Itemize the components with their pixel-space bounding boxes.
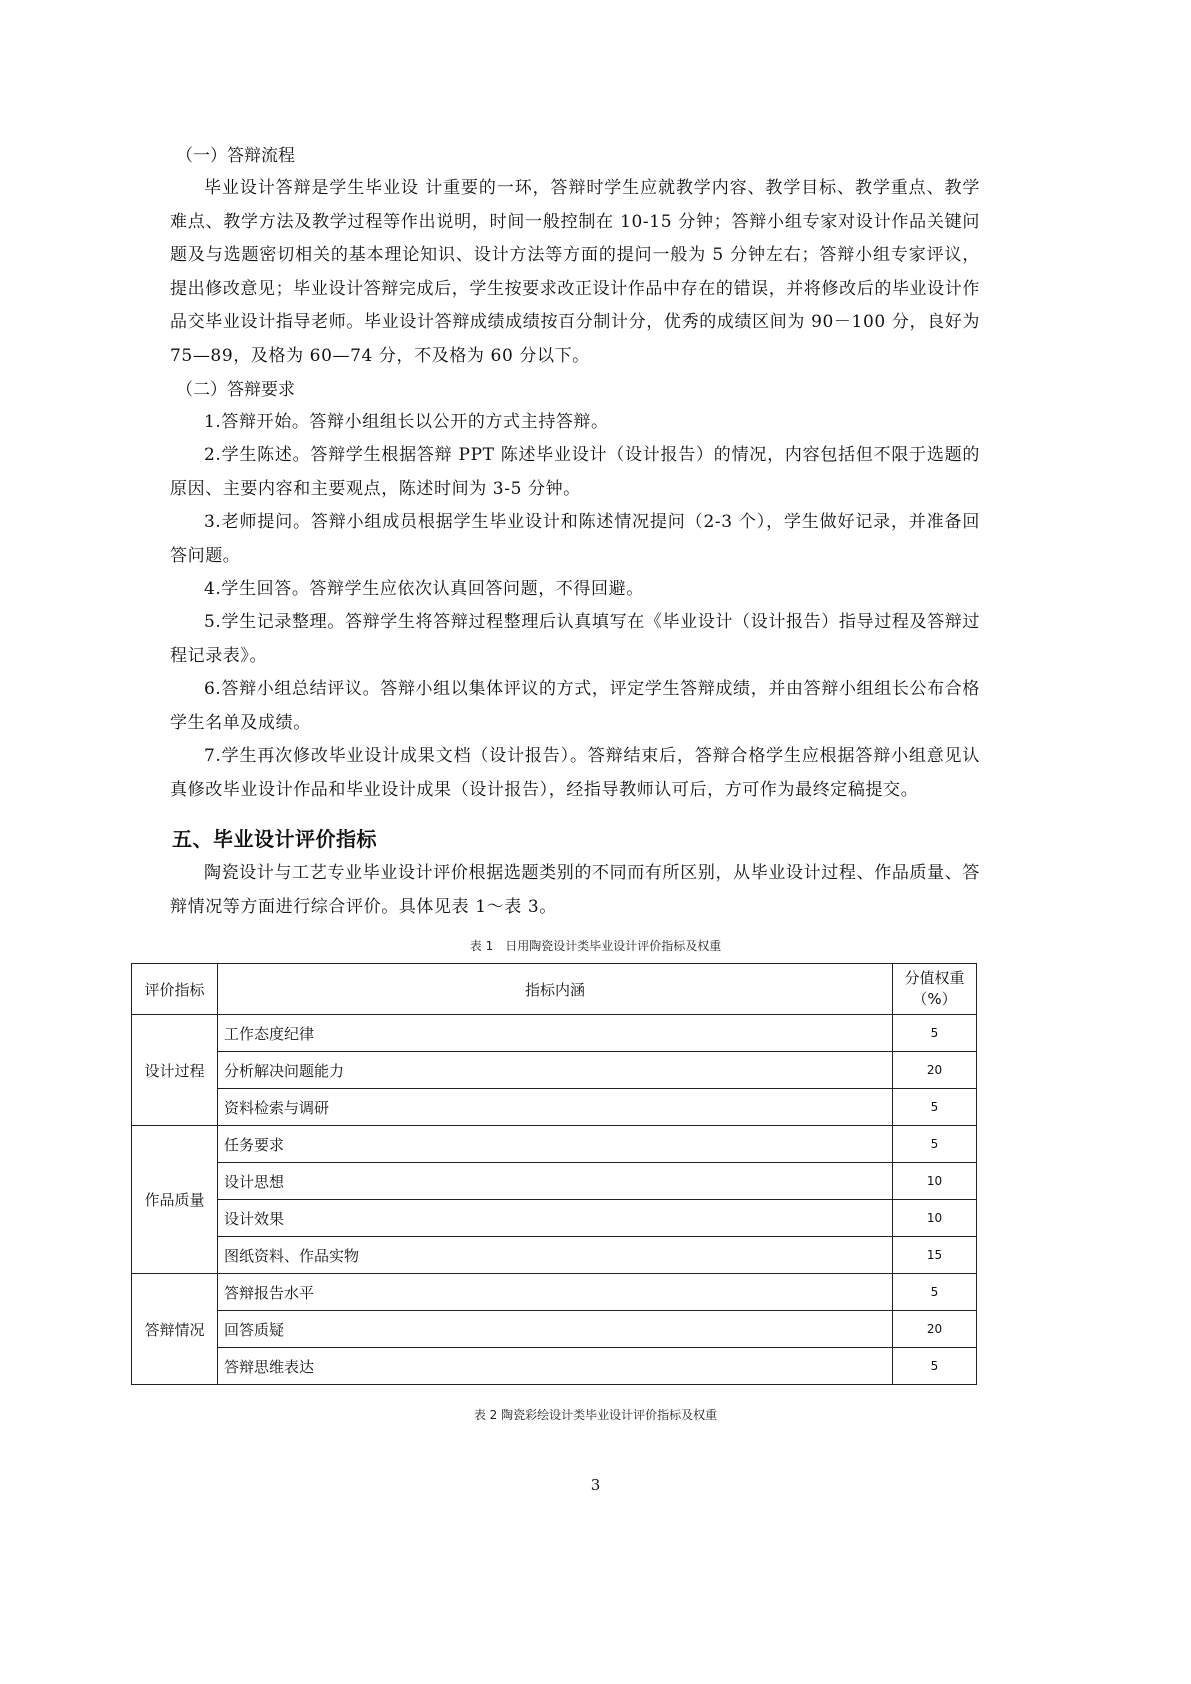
- item-cell: 资料检索与调研: [218, 1089, 893, 1126]
- weight-cell: 20: [893, 1052, 977, 1089]
- table-header-row: [132, 964, 977, 1015]
- item-cell: 任务要求: [218, 1126, 893, 1163]
- header-weight-label: 分值权重: [904, 969, 965, 987]
- section-heading-defense-requirements: （二）答辩要求: [176, 380, 295, 400]
- item-cell: 分析解决问题能力: [218, 1052, 893, 1089]
- requirement-item-4: 4.学生回答。答辩学生应依次认真回答问题，不得回避。: [204, 579, 644, 599]
- requirement-item-5: 5.学生记录整理。答辩学生将答辩过程整理后认真填写在《毕业设计（设计报告）指导过程及答辩过程记录表》。: [170, 612, 980, 666]
- table-row: [132, 1348, 977, 1385]
- requirement-item-1: 1.答辩开始。答辩小组组长以公开的方式主持答辩。: [204, 412, 609, 432]
- requirement-item-3: 3.老师提问。答辩小组成员根据学生毕业设计和陈述情况提问（2-3 个），学生做好记录，并准备回答问题。: [170, 512, 980, 566]
- paragraph-evaluation-intro: 陶瓷设计与工艺专业毕业设计评价根据选题类别的不同而有所区别，从毕业设计过程、作品质量、答辩情况等方面进行综合评价。具体见表 1～表 3。: [170, 863, 980, 917]
- table-row: [132, 1163, 977, 1200]
- table-row: [132, 1237, 977, 1274]
- weight-cell: 5: [893, 1348, 977, 1385]
- item-cell: 工作态度纪律: [218, 1015, 893, 1052]
- weight-cell: 15: [893, 1237, 977, 1274]
- item-cell: 回答质疑: [218, 1311, 893, 1348]
- table-row: [132, 1052, 977, 1089]
- requirement-item-2: 2.学生陈述。答辩学生根据答辩 PPT 陈述毕业设计（设计报告）的情况，内容包括但不限于选题的原因、主要内容和主要观点，陈述时间为 3-5 分钟。: [170, 445, 980, 499]
- evaluation-table-1: [131, 963, 977, 1385]
- section-heading-evaluation-indicators: 五、毕业设计评价指标: [172, 827, 377, 851]
- category-cell: 答辩情况: [132, 1274, 218, 1385]
- section-heading-defense-process: （一）答辩流程: [176, 146, 295, 166]
- header-connotation: 指标内涵: [218, 964, 893, 1015]
- requirement-item-7: 7.学生再次修改毕业设计成果文档（设计报告）。答辩结束后，答辩合格学生应根据答辩小组意见认真修改毕业设计作品和毕业设计成果（设计报告），经指导教师认可后，方可作为最终定稿提交。: [170, 746, 980, 800]
- table-row: [132, 1274, 977, 1311]
- weight-cell: 5: [893, 1015, 977, 1052]
- header-weight: [893, 964, 977, 1015]
- table2-caption: 表 2 陶瓷彩绘设计类毕业设计评价指标及权重: [473, 1408, 718, 1422]
- weight-cell: 5: [893, 1089, 977, 1126]
- weight-cell: 5: [893, 1274, 977, 1311]
- table-row: [132, 1311, 977, 1348]
- table-row: [132, 1200, 977, 1237]
- requirement-item-6: 6.答辩小组总结评议。答辩小组以集体评议的方式，评定学生答辩成绩，并由答辩小组组长公布合格学生名单及成绩。: [170, 679, 980, 733]
- item-cell: 答辩思维表达: [218, 1348, 893, 1385]
- table-row: [132, 1126, 977, 1163]
- item-cell: 图纸资料、作品实物: [218, 1237, 893, 1274]
- weight-cell: 5: [893, 1126, 977, 1163]
- item-cell: 设计效果: [218, 1200, 893, 1237]
- weight-cell: 20: [893, 1311, 977, 1348]
- page-number: 3: [590, 1476, 601, 1494]
- category-cell: 设计过程: [132, 1015, 218, 1126]
- table-row: [132, 1015, 977, 1052]
- item-cell: 设计思想: [218, 1163, 893, 1200]
- weight-cell: 10: [893, 1163, 977, 1200]
- header-indicator: 评价指标: [132, 964, 218, 1015]
- table-row: [132, 1089, 977, 1126]
- paragraph-defense-process: 毕业设计答辩是学生毕业设 计重要的一环，答辩时学生应就教学内容、教学目标、教学重点、教学难点、教学方法及教学过程等作出说明，时间一般控制在 10-15 分钟；答辩小组专家对设计作品关键问题及与选题密切相关的基本理论知识、设计方法等方面的提问一般为 5 分钟左右；答辩小组专家评议，提出修改意见；毕业设计答辩完成后，学生按要求改正设计作品中存在的错误，并将修改后的毕业设计作品交毕业设计指导老师。毕业设计答辩成绩成绩按百分制计分，优秀的成绩区间为 90－100 分，良好为 75—89，及格为 60—74 分，不及格为 60 分以下。: [170, 178, 980, 366]
- table1-caption: 表 1 日用陶瓷设计类毕业设计评价指标及权重: [469, 939, 722, 953]
- header-weight-unit: （%）: [912, 990, 957, 1008]
- category-cell: 作品质量: [132, 1126, 218, 1274]
- weight-cell: 10: [893, 1200, 977, 1237]
- item-cell: 答辩报告水平: [218, 1274, 893, 1311]
